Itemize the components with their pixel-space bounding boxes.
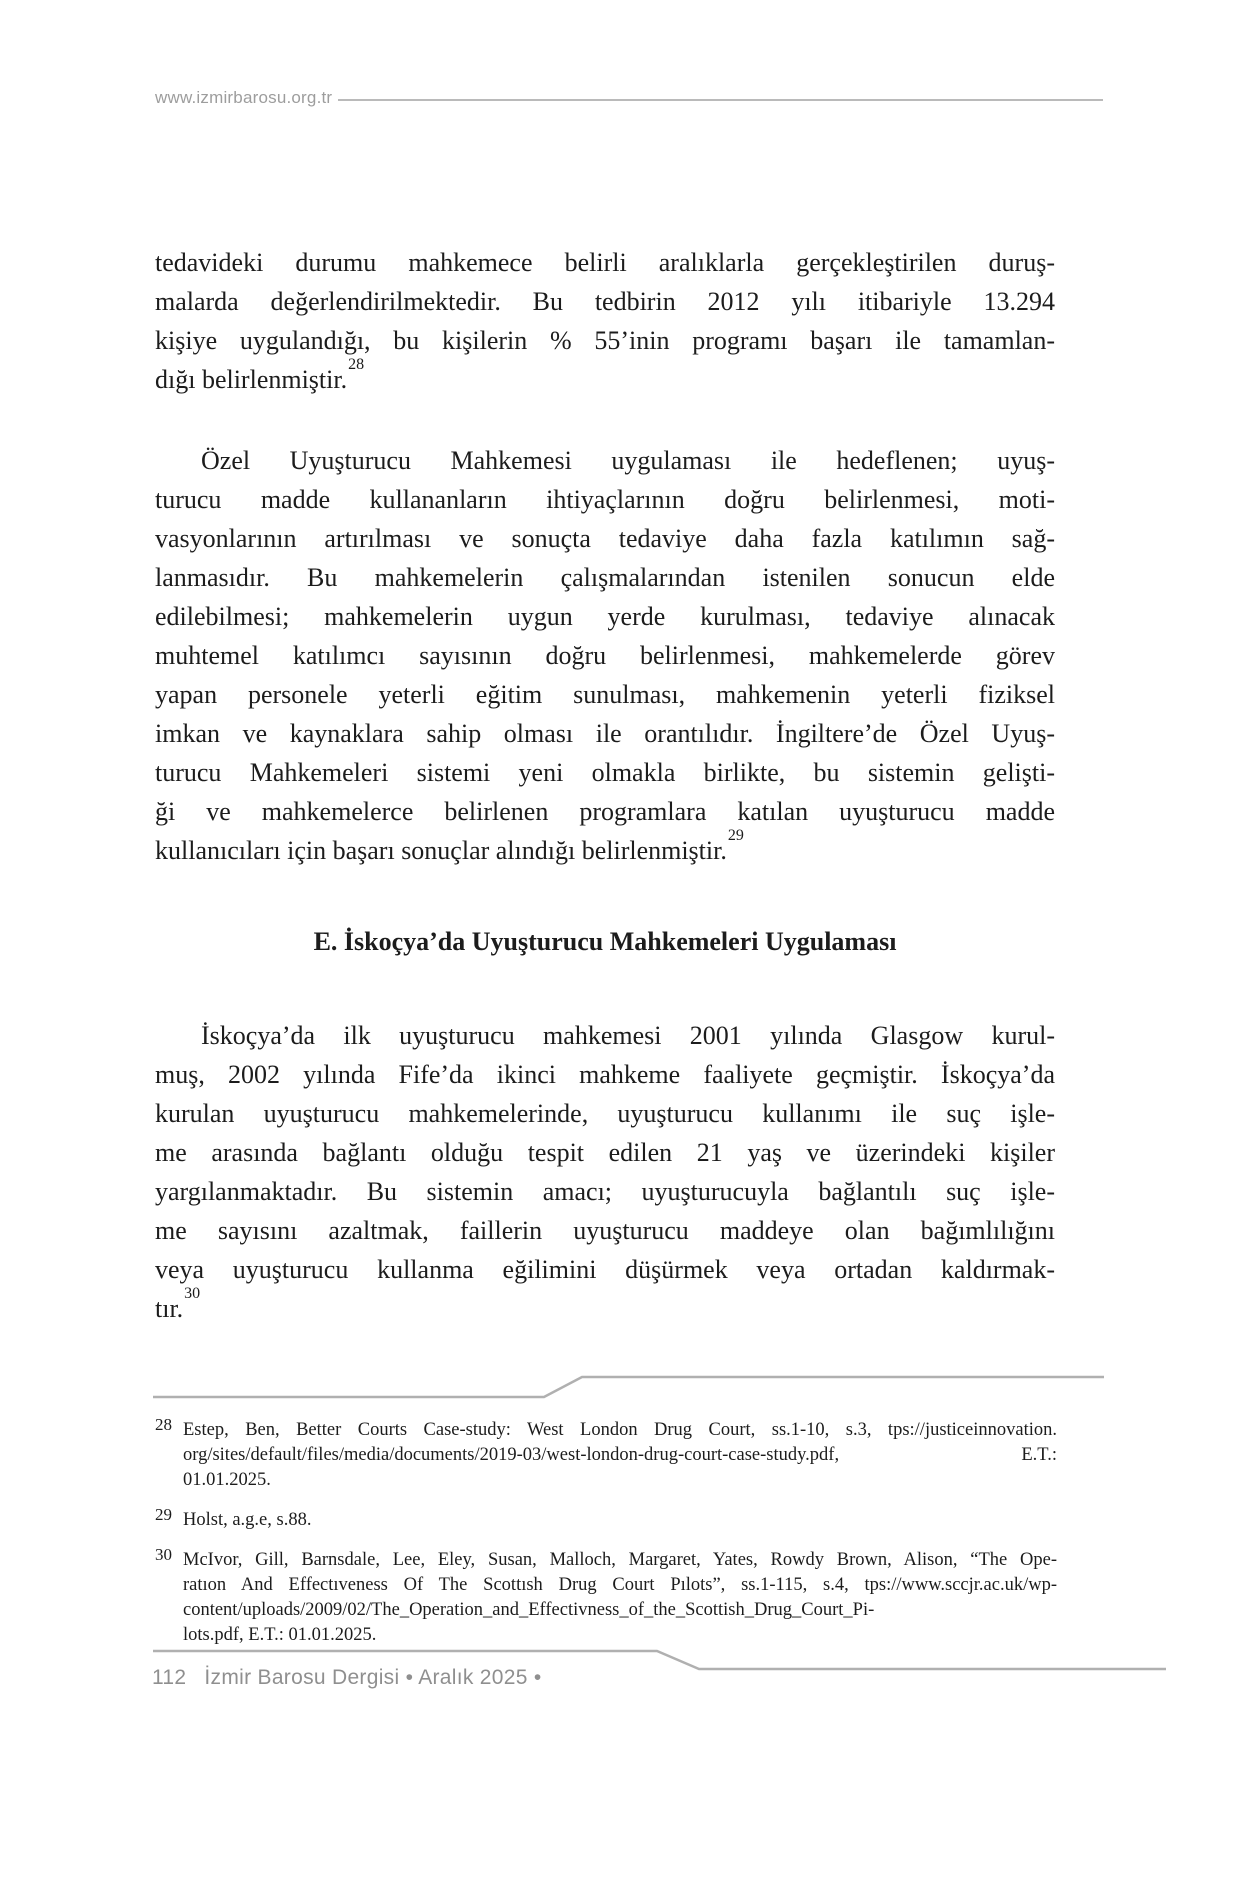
text-line: yargılanmaktadır. Bu sistemin amacı; uyuşturucuyla bağlantılı suç işle- [155,1177,1055,1206]
text-line: muhtemel katılımcı sayısının doğru belirlenmesi, mahkemelerde görev [155,641,1055,670]
header-rule [338,99,1103,101]
text-line: kurulan uyuşturucu mahkemelerinde, uyuşturucu kullanımı ile suç işle- [155,1099,1055,1128]
text-line: me arasında bağlantı olduğu tespit edilen 21 yaş ve üzerindeki kişiler [155,1138,1055,1167]
text-line: me sayısını azaltmak, faillerin uyuşturucu maddeye olan bağımlılığını [155,1216,1055,1245]
text-line: ği ve mahkemelerce belirlenen programlara katılan uyuşturucu madde [155,797,1055,826]
footnote [155,1545,1057,1648]
text-line-text: dığı belirlenmiştir. [155,365,348,394]
text-line [155,827,1055,870]
footnote-separator [152,1374,1105,1400]
text-line: yapan personele yeterli eğitim sunulması, mahkemenin yeterli fiziksel [155,680,1055,709]
paragraph [155,243,1055,399]
footnote-number: 28 [155,1415,172,1434]
footnotes-list [155,1415,1057,1648]
page-footer [152,1666,542,1690]
text-line-text: tır. [155,1294,184,1323]
text-line [155,356,1055,399]
text-line [155,1285,1055,1328]
footnote-ref: 30 [184,1285,201,1303]
section-heading: E. İskoçya’da Uyuşturucu Mahkemeleri Uygulaması [313,927,897,956]
text-line: kişiye uygulandığı, bu kişilerin % 55’inin programı başarı ile tamamlan- [155,326,1055,355]
footnote-ref: 29 [727,827,744,845]
text-line: veya uyuşturucu kullanma eğilimini düşürmek veya ortadan kaldırmak- [155,1255,1055,1284]
text-line: vasyonlarının artırılması ve sonuçta tedaviye daha fazla katılımın sağ- [155,524,1055,553]
text-line: Özel Uyuşturucu Mahkemesi uygulaması ile hedeflenen; uyuş- [201,446,1055,475]
footnote-ref: 28 [348,356,365,374]
footnote [155,1505,1057,1533]
text-line: edilebilmesi; mahkemelerin uygun yerde kurulması, tedaviye alınacak [155,602,1055,631]
text-line: lanmasıdır. Bu mahkemelerin çalışmalarından istenilen sonucun elde [155,563,1055,592]
footnote-line: McIvor, Gill, Barnsdale, Lee, Eley, Susan, Malloch, Margaret, Yates, Rowdy Brown, Alison, “The Ope- [183,1550,1057,1570]
text-line: turucu madde kullananların ihtiyaçlarının doğru belirlenmesi, moti- [155,485,1055,514]
journal-title: İzmir Barosu Dergisi • Aralık 2025 • [204,1666,542,1689]
page-header [155,88,1103,108]
footnote-number: 30 [155,1545,172,1564]
text-line: imkan ve kaynaklara sahip olması ile orantılıdır. İngiltere’de Özel Uyuş- [155,719,1055,748]
footnote-line: 01.01.2025. [183,1470,271,1490]
header-url: www.izmirbarosu.org.tr [155,88,333,107]
text-line: muş, 2002 yılında Fife’da ikinci mahkeme faaliyete geçmiştir. İskoçya’da [155,1060,1055,1089]
footnote-line: Estep, Ben, Better Courts Case-study: West London Drug Court, ss.1-10, s.3, tps://justiceinnovation. [183,1420,1057,1440]
page-number: 112 [152,1666,187,1689]
footnote-line: content/uploads/2009/02/The_Operation_and_Effectivness_of_the_Scottish_Drug_Court_Pi- [183,1600,875,1620]
text-line: turucu Mahkemeleri sistemi yeni olmakla birlikte, bu sistemin gelişti- [155,758,1055,787]
paragraph [155,441,1055,870]
body-sections [155,243,1055,1328]
footnote-line: Holst, a.g.e, s.88. [183,1510,312,1530]
text-line-text: kullanıcıları için başarı sonuçlar alındığı belirlenmiştir. [155,836,727,865]
text-line: İskoçya’da ilk uyuşturucu mahkemesi 2001 yılında Glasgow kurul- [201,1021,1055,1050]
footnote-line: lots.pdf, E.T.: 01.01.2025. [183,1625,377,1645]
footnote-number: 29 [155,1505,172,1524]
footnote [155,1415,1057,1493]
footnote-line: ratıon And Effectıveness Of The Scottısh Drug Court Pılots”, ss.1-115, s.4, tps://www.sccjr.ac.uk/wp- [183,1575,1057,1595]
footnote-line: org/sites/default/files/media/documents/2019-03/west-london-drug-court-case-study.pdf, E.T.: [183,1445,1057,1465]
text-line: tedavideki durumu mahkemece belirli aralıklarla gerçekleştirilen duruş- [155,248,1055,277]
text-line: malarda değerlendirilmektedir. Bu tedbirin 2012 yılı itibariyle 13.294 [155,287,1055,316]
paragraph [155,1016,1055,1328]
